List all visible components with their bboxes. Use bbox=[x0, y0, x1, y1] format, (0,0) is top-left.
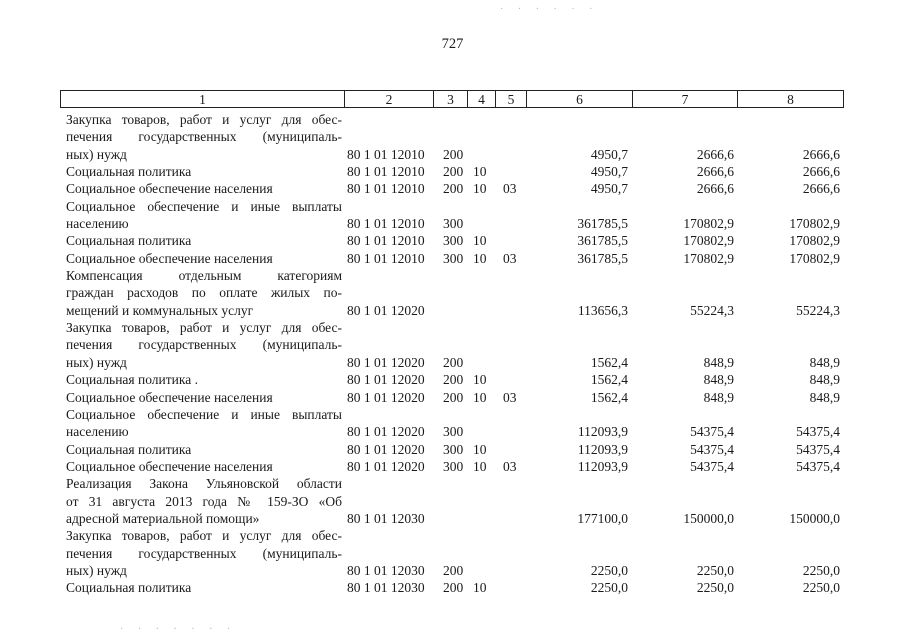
row-amount-col8: 848,9 bbox=[809, 389, 840, 405]
row-expense-type: 300 bbox=[443, 250, 464, 266]
header-col-7: 7 bbox=[633, 91, 738, 107]
row-expense-type: 300 bbox=[443, 458, 464, 474]
row-name: Социальное обеспечение населения bbox=[66, 181, 273, 197]
row-section: 10 bbox=[473, 441, 487, 457]
table-row bbox=[60, 267, 844, 284]
row-expense-type: 200 bbox=[443, 562, 464, 578]
row-name: граждан расходов по оплате жилых по- bbox=[66, 285, 342, 301]
row-name: населению bbox=[66, 424, 129, 440]
row-section: 10 bbox=[473, 458, 487, 474]
row-amount-col7: 2666,6 bbox=[696, 181, 734, 197]
row-code: 80 1 01 12020 bbox=[347, 389, 425, 405]
row-name: Реализация Закона Ульяновской области bbox=[66, 476, 342, 492]
row-section: 10 bbox=[473, 233, 487, 249]
row-expense-type: 200 bbox=[443, 164, 464, 180]
row-code: 80 1 01 12020 bbox=[347, 302, 425, 318]
row-name: Закупка товаров, работ и услуг для обес- bbox=[66, 320, 342, 336]
row-amount-col7: 2250,0 bbox=[696, 562, 734, 578]
header-col-4: 4 bbox=[468, 91, 496, 107]
table-row bbox=[60, 441, 844, 458]
row-expense-type: 200 bbox=[443, 372, 464, 388]
row-amount-col7: 170802,9 bbox=[683, 250, 734, 266]
row-amount-col6: 177100,0 bbox=[577, 510, 628, 526]
row-amount-col6: 4950,7 bbox=[590, 181, 628, 197]
header-col-2: 2 bbox=[345, 91, 434, 107]
row-section: 10 bbox=[473, 580, 487, 596]
row-name: Социальное обеспечение и иные выплаты bbox=[66, 406, 342, 422]
table-row bbox=[60, 198, 844, 215]
table-row bbox=[60, 527, 844, 544]
row-amount-col8: 170802,9 bbox=[789, 250, 840, 266]
table-row bbox=[60, 423, 844, 440]
row-amount-col7: 2250,0 bbox=[696, 580, 734, 596]
row-code: 80 1 01 12030 bbox=[347, 510, 425, 526]
row-amount-col8: 848,9 bbox=[809, 372, 840, 388]
table-row bbox=[60, 493, 844, 510]
row-amount-col8: 54375,4 bbox=[796, 441, 840, 457]
row-section: 10 bbox=[473, 181, 487, 197]
row-expense-type: 300 bbox=[443, 233, 464, 249]
row-name: Социальное обеспечение населения bbox=[66, 458, 273, 474]
row-name: печения государственных (муниципаль- bbox=[66, 545, 342, 561]
row-amount-col7: 55224,3 bbox=[690, 302, 734, 318]
row-amount-col7: 2666,6 bbox=[696, 164, 734, 180]
row-section: 10 bbox=[473, 250, 487, 266]
row-name: Социальная политика . bbox=[66, 372, 198, 388]
row-code: 80 1 01 12020 bbox=[347, 354, 425, 370]
row-name: печения государственных (муниципаль- bbox=[66, 129, 342, 145]
row-amount-col8: 2666,6 bbox=[802, 146, 840, 162]
row-amount-col7: 150000,0 bbox=[683, 510, 734, 526]
row-amount-col7: 2666,6 bbox=[696, 146, 734, 162]
table-row bbox=[60, 562, 844, 579]
row-amount-col6: 4950,7 bbox=[590, 146, 628, 162]
row-subsection: 03 bbox=[503, 250, 517, 266]
row-expense-type: 200 bbox=[443, 354, 464, 370]
row-amount-col7: 54375,4 bbox=[690, 441, 734, 457]
row-name: Социальная политика bbox=[66, 441, 192, 457]
table-header bbox=[60, 90, 844, 108]
row-code: 80 1 01 12020 bbox=[347, 458, 425, 474]
row-amount-col7: 54375,4 bbox=[690, 458, 734, 474]
table-row bbox=[60, 232, 844, 249]
row-amount-col8: 2666,6 bbox=[802, 164, 840, 180]
header-col-3: 3 bbox=[434, 91, 468, 107]
row-name: Компенсация отдельным категориям bbox=[66, 268, 342, 284]
row-code: 80 1 01 12010 bbox=[347, 181, 425, 197]
row-code: 80 1 01 12020 bbox=[347, 372, 425, 388]
row-amount-col6: 1562,4 bbox=[590, 389, 628, 405]
row-amount-col6: 112093,9 bbox=[577, 441, 628, 457]
row-amount-col8: 55224,3 bbox=[796, 302, 840, 318]
header-col-5: 5 bbox=[496, 91, 527, 107]
row-section: 10 bbox=[473, 164, 487, 180]
row-amount-col6: 2250,0 bbox=[590, 562, 628, 578]
table-row bbox=[60, 180, 844, 197]
row-amount-col8: 848,9 bbox=[809, 354, 840, 370]
page-number: 727 bbox=[441, 36, 464, 52]
row-name: Социальное обеспечение населения bbox=[66, 389, 273, 405]
row-amount-col6: 112093,9 bbox=[577, 424, 628, 440]
table-row bbox=[60, 458, 844, 475]
row-amount-col8: 150000,0 bbox=[789, 510, 840, 526]
row-amount-col6: 4950,7 bbox=[590, 164, 628, 180]
table-row bbox=[60, 579, 844, 596]
table-row bbox=[60, 371, 844, 388]
row-code: 80 1 01 12020 bbox=[347, 424, 425, 440]
row-amount-col7: 54375,4 bbox=[690, 424, 734, 440]
header-col-1: 1 bbox=[61, 91, 345, 107]
row-amount-col8: 2250,0 bbox=[802, 562, 840, 578]
row-name: населению bbox=[66, 216, 129, 232]
row-amount-col6: 361785,5 bbox=[577, 216, 628, 232]
table-row bbox=[60, 336, 844, 353]
row-code: 80 1 01 12010 bbox=[347, 233, 425, 249]
row-name: Социальное обеспечение и иные выплаты bbox=[66, 198, 342, 214]
row-amount-col6: 113656,3 bbox=[577, 302, 628, 318]
table-row bbox=[60, 510, 844, 527]
header-col-8: 8 bbox=[787, 92, 794, 107]
scan-noise: · · · · · · · bbox=[120, 624, 237, 635]
table-row bbox=[60, 163, 844, 180]
row-name: Социальная политика bbox=[66, 164, 192, 180]
row-name: ных) нужд bbox=[66, 562, 127, 578]
row-amount-col7: 848,9 bbox=[703, 354, 734, 370]
row-amount-col8: 2250,0 bbox=[802, 580, 840, 596]
row-expense-type: 300 bbox=[443, 424, 464, 440]
row-amount-col6: 1562,4 bbox=[590, 354, 628, 370]
row-code: 80 1 01 12010 bbox=[347, 164, 425, 180]
table-body bbox=[60, 111, 844, 597]
table-row bbox=[60, 215, 844, 232]
table-row bbox=[60, 302, 844, 319]
row-expense-type: 200 bbox=[443, 181, 464, 197]
row-amount-col7: 848,9 bbox=[703, 389, 734, 405]
row-amount-col8: 170802,9 bbox=[789, 233, 840, 249]
row-subsection: 03 bbox=[503, 389, 517, 405]
row-amount-col8: 54375,4 bbox=[796, 458, 840, 474]
row-code: 80 1 01 12010 bbox=[347, 146, 425, 162]
row-amount-col7: 848,9 bbox=[703, 372, 734, 388]
row-amount-col8: 2666,6 bbox=[802, 181, 840, 197]
row-name: Социальная политика bbox=[66, 233, 192, 249]
scan-noise: · · · · · · bbox=[500, 4, 599, 15]
row-amount-col6: 2250,0 bbox=[590, 580, 628, 596]
row-subsection: 03 bbox=[503, 181, 517, 197]
header-col-6: 6 bbox=[527, 91, 633, 107]
row-expense-type: 200 bbox=[443, 580, 464, 596]
table-row bbox=[60, 389, 844, 406]
row-name: мещений и коммунальных услуг bbox=[66, 302, 254, 318]
row-expense-type: 300 bbox=[443, 216, 464, 232]
row-code: 80 1 01 12020 bbox=[347, 441, 425, 457]
row-name: ных) нужд bbox=[66, 146, 127, 162]
row-amount-col7: 170802,9 bbox=[683, 216, 734, 232]
row-amount-col8: 54375,4 bbox=[796, 424, 840, 440]
row-expense-type: 300 bbox=[443, 441, 464, 457]
row-amount-col6: 112093,9 bbox=[577, 458, 628, 474]
row-amount-col6: 361785,5 bbox=[577, 250, 628, 266]
row-code: 80 1 01 12030 bbox=[347, 580, 425, 596]
row-name: адресной материальной помощи» bbox=[66, 510, 260, 526]
table-row bbox=[60, 545, 844, 562]
table-row bbox=[60, 354, 844, 371]
row-expense-type: 200 bbox=[443, 389, 464, 405]
row-name: печения государственных (муниципаль- bbox=[66, 337, 342, 353]
table-row bbox=[60, 111, 844, 128]
row-amount-col8: 170802,9 bbox=[789, 216, 840, 232]
row-code: 80 1 01 12010 bbox=[347, 216, 425, 232]
row-amount-col7: 170802,9 bbox=[683, 233, 734, 249]
table-row bbox=[60, 250, 844, 267]
table-row bbox=[60, 406, 844, 423]
table-row bbox=[60, 128, 844, 145]
table-row bbox=[60, 146, 844, 163]
row-section: 10 bbox=[473, 372, 487, 388]
row-amount-col6: 361785,5 bbox=[577, 233, 628, 249]
row-name: Закупка товаров, работ и услуг для обес- bbox=[66, 528, 342, 544]
row-name: Социальное обеспечение населения bbox=[66, 250, 273, 266]
row-expense-type: 200 bbox=[443, 146, 464, 162]
row-name: Социальная политика bbox=[66, 580, 192, 596]
row-code: 80 1 01 12010 bbox=[347, 250, 425, 266]
table-row bbox=[60, 284, 844, 301]
row-section: 10 bbox=[473, 389, 487, 405]
row-name: ных) нужд bbox=[66, 354, 127, 370]
row-amount-col6: 1562,4 bbox=[590, 372, 628, 388]
row-name: Закупка товаров, работ и услуг для обес- bbox=[66, 112, 342, 127]
row-code: 80 1 01 12030 bbox=[347, 562, 425, 578]
table-row bbox=[60, 319, 844, 336]
row-subsection: 03 bbox=[503, 458, 517, 474]
row-name: от 31 августа 2013 года № 159-ЗО «Об bbox=[66, 493, 342, 509]
table-row bbox=[60, 475, 844, 492]
